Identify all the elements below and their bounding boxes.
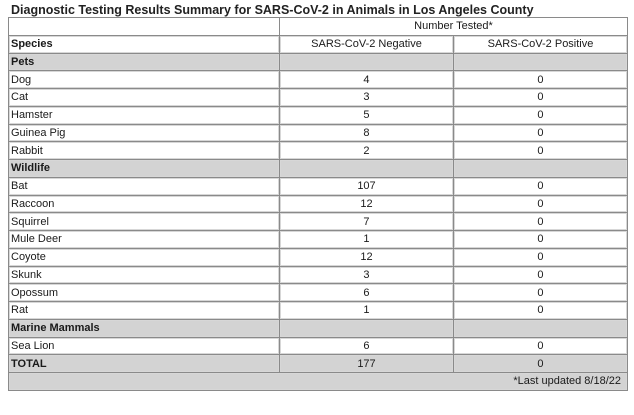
species-cell: Squirrel <box>9 213 280 231</box>
negative-count-cell: 3 <box>280 266 454 284</box>
header-blank-cell <box>9 18 280 36</box>
table-row <box>9 248 628 266</box>
negative-count-cell: 1 <box>280 302 454 320</box>
table-row <box>9 231 628 249</box>
species-cell: Sea Lion <box>9 337 280 355</box>
species-cell: Mule Deer <box>9 231 280 249</box>
last-updated-note: *Last updated 8/18/22 <box>9 373 628 391</box>
group-empty-cell <box>280 160 454 178</box>
group-empty-cell <box>453 160 627 178</box>
negative-count-cell: 4 <box>280 71 454 89</box>
table-row <box>9 213 628 231</box>
table-row <box>9 337 628 355</box>
table-row <box>9 302 628 320</box>
negative-count-cell: 8 <box>280 124 454 142</box>
negative-count-cell: 3 <box>280 89 454 107</box>
positive-count-cell: 0 <box>453 195 627 213</box>
species-column-header: Species <box>9 35 280 53</box>
table-row <box>9 177 628 195</box>
table-header-row <box>9 35 628 53</box>
negative-count-cell: 2 <box>280 142 454 160</box>
positive-count-cell: 0 <box>453 337 627 355</box>
positive-count-cell: 0 <box>453 302 627 320</box>
negative-count-cell: 107 <box>280 177 454 195</box>
species-cell: Dog <box>9 71 280 89</box>
positive-count-cell: 0 <box>453 71 627 89</box>
number-tested-header: Number Tested* <box>280 18 628 36</box>
group-label: Wildlife <box>9 160 280 178</box>
total-label: TOTAL <box>9 355 280 373</box>
species-cell: Opossum <box>9 284 280 302</box>
group-empty-cell <box>280 53 454 71</box>
group-header-row <box>9 160 628 178</box>
group-header-row <box>9 53 628 71</box>
footer-row <box>9 373 628 391</box>
page-title: Diagnostic Testing Results Summary for SARS-CoV-2 in Animals in Los Angeles County <box>11 3 534 17</box>
species-cell: Rat <box>9 302 280 320</box>
positive-count-cell: 0 <box>453 266 627 284</box>
results-table-body <box>9 18 628 391</box>
negative-column-header: SARS-CoV-2 Negative <box>280 35 454 53</box>
negative-count-cell: 12 <box>280 248 454 266</box>
total-positive-cell: 0 <box>453 355 627 373</box>
positive-count-cell: 0 <box>453 89 627 107</box>
species-cell: Coyote <box>9 248 280 266</box>
table-row <box>9 195 628 213</box>
results-table <box>8 17 628 391</box>
group-header-row <box>9 319 628 337</box>
negative-count-cell: 6 <box>280 284 454 302</box>
negative-count-cell: 1 <box>280 231 454 249</box>
negative-count-cell: 12 <box>280 195 454 213</box>
group-empty-cell <box>453 53 627 71</box>
positive-count-cell: 0 <box>453 284 627 302</box>
positive-count-cell: 0 <box>453 124 627 142</box>
table-row <box>9 266 628 284</box>
positive-column-header: SARS-CoV-2 Positive <box>453 35 627 53</box>
positive-count-cell: 0 <box>453 142 627 160</box>
group-label: Marine Mammals <box>9 319 280 337</box>
species-cell: Bat <box>9 177 280 195</box>
positive-count-cell: 0 <box>453 213 627 231</box>
negative-count-cell: 6 <box>280 337 454 355</box>
table-row <box>9 89 628 107</box>
species-cell: Guinea Pig <box>9 124 280 142</box>
positive-count-cell: 0 <box>453 248 627 266</box>
table-row <box>9 124 628 142</box>
total-negative-cell: 177 <box>280 355 454 373</box>
total-row <box>9 355 628 373</box>
table-row <box>9 71 628 89</box>
species-cell: Skunk <box>9 266 280 284</box>
negative-count-cell: 5 <box>280 106 454 124</box>
table-row <box>9 284 628 302</box>
table-row <box>9 106 628 124</box>
species-cell: Rabbit <box>9 142 280 160</box>
species-cell: Cat <box>9 89 280 107</box>
species-cell: Hamster <box>9 106 280 124</box>
group-empty-cell <box>453 319 627 337</box>
table-header-group-row <box>9 18 628 36</box>
positive-count-cell: 0 <box>453 177 627 195</box>
positive-count-cell: 0 <box>453 106 627 124</box>
negative-count-cell: 7 <box>280 213 454 231</box>
group-label: Pets <box>9 53 280 71</box>
positive-count-cell: 0 <box>453 231 627 249</box>
species-cell: Raccoon <box>9 195 280 213</box>
table-row <box>9 142 628 160</box>
group-empty-cell <box>280 319 454 337</box>
